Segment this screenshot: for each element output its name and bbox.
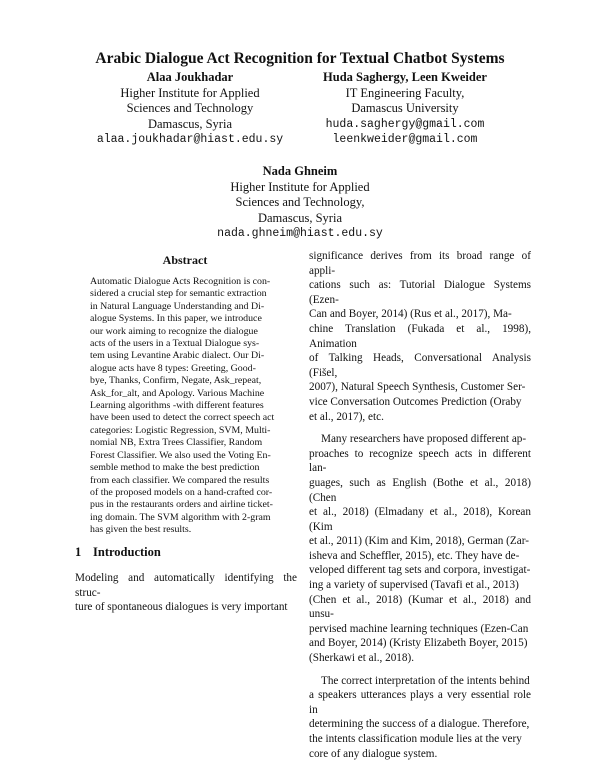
- author-block-3: [185, 164, 415, 242]
- section-number: 1: [75, 545, 82, 559]
- author-affiliation-line: Higher Institute for Applied: [120, 85, 260, 100]
- body-line: the intents classification module lies at the very: [309, 733, 522, 745]
- author-affiliation-line: Sciences and Technology: [126, 101, 254, 115]
- body-line: 2007), Natural Speech Synthesis, Customer Ser-: [309, 381, 526, 394]
- abstract-line: alogue Systems. In this paper, we introduce: [90, 313, 262, 325]
- paragraph: [309, 249, 531, 424]
- body-line: chine Translation (Fukada et al., 1998), Animation: [309, 322, 531, 350]
- body-line: determining the success of a dialogue. Therefore,: [309, 718, 530, 731]
- abstract-line: of the proposed models on a hand-crafted cor-: [90, 486, 273, 498]
- author-email[interactable]: alaa.joukhadar@hiast.edu.sy: [96, 133, 284, 146]
- introduction-body: [75, 571, 297, 615]
- abstract-line: Learning algorithms -with different features: [90, 400, 264, 412]
- author-affiliation-line: Damascus, Syria: [257, 210, 342, 225]
- author-name: Huda Saghergy, Leen Kweider: [323, 70, 487, 84]
- abstract-line: has given the best results.: [90, 524, 192, 536]
- abstract-line: have been used to detect the correct speech act: [90, 412, 275, 424]
- abstract-line: acts of the users in a Textual Dialogue sys-: [90, 338, 260, 350]
- body-line: vice Conversation Outcomes Prediction (Oraby: [309, 395, 522, 408]
- abstract-line: Ask_for_alt, and Apology. Various Machine: [90, 387, 265, 399]
- abstract-line: semble method to make the best prediction: [90, 462, 260, 474]
- body-line: veloped different tag sets and corpora, investigat-: [309, 564, 531, 577]
- author-block-1: [95, 70, 285, 148]
- abstract-line: sidered a crucial step for semantic extraction: [90, 288, 267, 300]
- body-line: Modeling and automatically identifying the struc-: [75, 572, 297, 599]
- abstract-line: tem using Levantine Arabic dialect. Our Di-: [90, 350, 265, 362]
- paragraph: [309, 674, 531, 761]
- body-line: et al., 2018) (Elmadany et al., 2018), Korean (Kim: [309, 506, 531, 533]
- abstract-body: [90, 276, 280, 537]
- author-affiliation-line: Sciences and Technology,: [235, 195, 365, 209]
- paragraph: [309, 432, 531, 666]
- author-affiliation-line: IT Engineering Faculty,: [345, 85, 465, 100]
- paper-title: Arabic Dialogue Act Recognition for Textual Chatbot Systems: [95, 50, 505, 67]
- body-line: Can and Boyer, 2014) (Rus et al., 2017), Ma-: [309, 308, 512, 321]
- abstract-line: bye, Thanks, Confirm, Negate, Ask_repeat,: [90, 375, 262, 387]
- right-column: [309, 249, 531, 761]
- body-line: ing a variety of supervised (Tavafi et al., 2013): [309, 579, 519, 592]
- abstract-line: categories: Logistic Regression, SVM, Multi-: [90, 424, 271, 436]
- author-name: Nada Ghneim: [262, 164, 338, 178]
- author-affiliation-line: Higher Institute for Applied: [230, 179, 370, 194]
- abstract-line: ing domain. The SVM algorithm with 2-gram: [90, 511, 271, 523]
- body-line: isheva and Scheffler, 2015), etc. They have de-: [309, 549, 520, 562]
- abstract-line: our work aiming to recognize the dialogue: [90, 325, 258, 337]
- body-line: core of any dialogue system.: [309, 747, 438, 760]
- section-title: Introduction: [93, 545, 161, 559]
- body-line: of Talking Heads, Conversational Analysis (Fišel,: [309, 352, 531, 379]
- abstract-heading: Abstract: [162, 253, 208, 267]
- body-line: significance derives from its broad range of appli-: [309, 250, 531, 277]
- author-name: Alaa Joukhadar: [146, 70, 234, 84]
- abstract-line: Forest Classifier. We also used the Voting En-: [90, 449, 271, 461]
- body-line: proaches to recognize speech acts in different lan-: [309, 447, 531, 475]
- author-email[interactable]: leenkweider@gmail.com: [332, 133, 478, 146]
- abstract-line: alogue acts have 8 types: Greeting, Good-: [90, 362, 256, 374]
- abstract-line: pus in the restaurants orders and airline ticket-: [90, 499, 273, 511]
- body-line: (Sherkawi et al., 2018).: [309, 652, 415, 665]
- body-line: ture of spontaneous dialogues is very important: [75, 601, 288, 614]
- section-heading-introduction: [75, 545, 295, 560]
- body-line: a speakers utterances plays a very essential role in: [309, 689, 531, 716]
- abstract-line: nomial NB, Extra Trees Classifier, Random: [90, 437, 263, 449]
- body-line: et al., 2017), etc.: [309, 410, 384, 423]
- body-line: et al., 2011) (Kim and Kim, 2018), German (Zar-: [309, 535, 529, 548]
- body-line: pervised machine learning techniques (Ezen-Can: [309, 622, 529, 635]
- body-line: cations such as: Tutorial Dialogue Systems (Ezen-: [309, 279, 531, 306]
- body-line: and Boyer, 2014) (Kristy Elizabeth Boyer, 2015): [309, 637, 528, 650]
- body-line: guages, such as English (Bothe et al., 2018) (Chen: [309, 476, 531, 504]
- author-block-2: [305, 70, 505, 148]
- body-line: The correct interpretation of the intents behind: [321, 674, 530, 687]
- author-email[interactable]: nada.ghneim@hiast.edu.sy: [217, 227, 383, 240]
- abstract-line: from each classifier. We compared the results: [90, 474, 270, 486]
- author-affiliation-line: Damascus, Syria: [147, 116, 232, 131]
- abstract-line: Automatic Dialogue Acts Recognition is con-: [90, 276, 271, 287]
- body-line: (Chen et al., 2018) (Kumar et al., 2018) and unsu-: [309, 593, 531, 621]
- abstract-line: in Natural Language Understanding and Di-: [90, 300, 265, 312]
- author-email[interactable]: huda.saghergy@gmail.com: [325, 117, 485, 131]
- body-line: Many researchers have proposed different ap-: [321, 433, 527, 446]
- author-affiliation-line: Damascus University: [351, 101, 459, 115]
